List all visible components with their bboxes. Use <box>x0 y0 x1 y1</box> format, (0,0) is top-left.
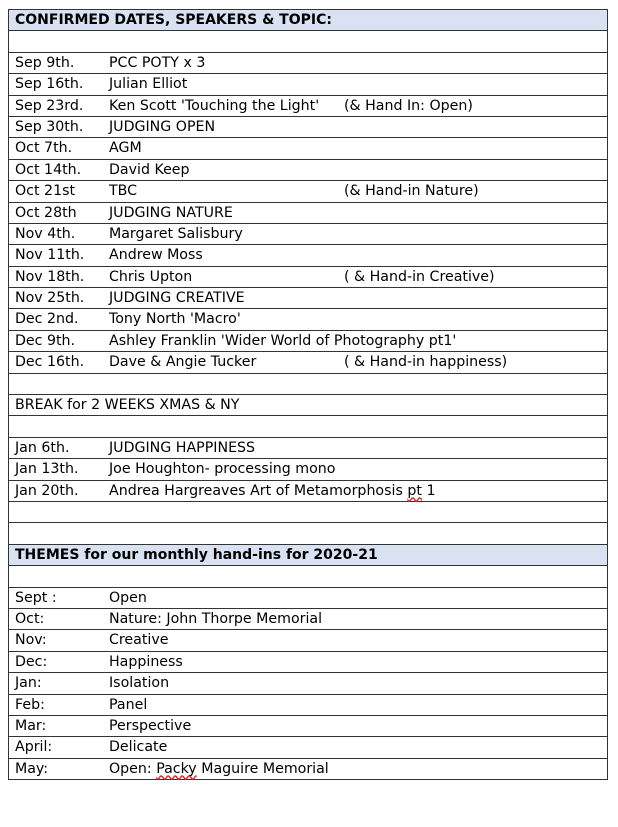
topic-cell: TBC <box>109 183 138 200</box>
theme-cell: Open <box>109 589 147 606</box>
theme-cell: Nature: John Thorpe Memorial <box>109 610 323 627</box>
table-row <box>8 695 608 716</box>
table-row <box>8 138 608 159</box>
table-row <box>8 352 608 373</box>
topic-cell: Margaret Salisbury <box>109 225 243 242</box>
topic-cell: JUDGING OPEN <box>109 118 216 135</box>
topic-cell: Joe Houghton- processing mono <box>109 461 336 478</box>
schedule-header-row <box>8 10 608 31</box>
blank-row <box>8 523 608 544</box>
table-row <box>8 438 608 459</box>
topic-cell: JUDGING CREATIVE <box>109 290 245 307</box>
theme-cell: Happiness <box>109 653 183 670</box>
table-row <box>8 588 608 609</box>
topic-cell: AGM <box>109 140 142 157</box>
topic-cell: Ashley Franklin 'Wider World of Photography pt1' <box>109 332 457 349</box>
theme-text: Maguire Memorial <box>196 760 329 777</box>
month-cell: Mar: <box>15 717 47 734</box>
topic-cell: JUDGING NATURE <box>109 204 233 221</box>
table-row <box>8 203 608 224</box>
topic-cell: Dave & Angie Tucker <box>109 354 257 371</box>
spellcheck-flag: pt <box>407 482 422 499</box>
theme-cell <box>109 759 329 780</box>
note-cell: (& Hand In: Open) <box>344 97 473 114</box>
blank-row <box>8 502 608 523</box>
date-cell: Jan 13th. <box>15 461 79 478</box>
date-cell: Jan 6th. <box>15 439 70 456</box>
topic-text: 1 <box>421 482 436 499</box>
table-row <box>8 609 608 630</box>
table-row <box>8 737 608 758</box>
theme-cell: Perspective <box>109 717 192 734</box>
table-row <box>8 53 608 74</box>
month-cell: Oct: <box>15 610 45 627</box>
date-cell: Sep 16th. <box>15 76 84 93</box>
table-row <box>8 96 608 117</box>
theme-cell: Panel <box>109 696 148 713</box>
table-row <box>8 160 608 181</box>
date-cell: Dec 16th. <box>15 354 85 371</box>
note-cell: (& Hand-in Nature) <box>344 183 479 200</box>
month-cell: Jan: <box>15 675 42 692</box>
date-cell: Oct 7th. <box>15 140 73 157</box>
topic-cell: JUDGING HAPPINESS <box>109 439 256 456</box>
topic-cell: Tony North 'Macro' <box>109 311 241 328</box>
table-row <box>8 630 608 651</box>
date-cell: Nov 25th. <box>15 290 85 307</box>
theme-cell: Delicate <box>109 739 168 756</box>
schedule-header: CONFIRMED DATES, SPEAKERS & TOPIC: <box>15 12 332 28</box>
date-cell: Oct 28th <box>15 204 77 221</box>
date-cell: Sep 23rd. <box>15 97 84 114</box>
blank-row <box>8 416 608 437</box>
table-row <box>8 716 608 737</box>
month-cell: Dec: <box>15 653 48 670</box>
table-row <box>8 673 608 694</box>
note-cell: ( & Hand-in happiness) <box>344 354 508 371</box>
themes-header: THEMES for our monthly hand-ins for 2020-21 <box>15 546 378 563</box>
month-cell: April: <box>15 739 53 756</box>
table-row <box>8 74 608 95</box>
table-row <box>8 331 608 352</box>
date-cell: Oct 14th. <box>15 161 82 178</box>
blank-row <box>8 374 608 395</box>
date-cell: Dec 2nd. <box>15 311 79 328</box>
topic-cell: PCC POTY x 3 <box>109 54 206 71</box>
date-cell: Nov 4th. <box>15 225 76 242</box>
month-cell: May: <box>15 760 49 777</box>
month-cell: Nov: <box>15 632 47 649</box>
topic-cell: Chris Upton <box>109 268 193 285</box>
month-cell: Feb: <box>15 696 45 713</box>
table-row <box>8 288 608 309</box>
table-row <box>8 117 608 138</box>
table-row <box>8 245 608 266</box>
blank-row <box>8 566 608 587</box>
table-row <box>8 459 608 480</box>
schedule-table <box>8 9 608 780</box>
break-text: BREAK for 2 WEEKS XMAS & NY <box>15 397 240 414</box>
date-cell: Nov 11th. <box>15 247 85 264</box>
theme-cell: Creative <box>109 632 169 649</box>
date-cell: Jan 20th. <box>15 482 79 499</box>
table-row <box>8 224 608 245</box>
date-cell: Sep 9th. <box>15 54 75 71</box>
theme-cell: Isolation <box>109 675 170 692</box>
topic-cell: Ken Scott 'Touching the Light' <box>109 97 320 114</box>
break-row <box>8 395 608 416</box>
table-row <box>8 759 608 780</box>
theme-text: Open: <box>109 760 157 777</box>
date-cell: Dec 9th. <box>15 332 76 349</box>
topic-cell: David Keep <box>109 161 190 178</box>
date-cell: Oct 21st <box>15 183 76 200</box>
topic-text: Andrea Hargreaves Art of Metamorphosis <box>109 482 408 499</box>
note-cell: ( & Hand-in Creative) <box>344 268 495 285</box>
date-cell: Sep 30th. <box>15 118 84 135</box>
topic-cell <box>109 481 435 502</box>
table-row <box>8 181 608 202</box>
month-cell: Sept : <box>15 589 57 606</box>
topic-cell: Andrew Moss <box>109 247 203 264</box>
themes-header-row <box>8 545 608 566</box>
table-row <box>8 267 608 288</box>
topic-cell: Julian Elliot <box>109 76 188 93</box>
date-cell: Nov 18th. <box>15 268 85 285</box>
table-row <box>8 309 608 330</box>
blank-row <box>8 31 608 52</box>
spellcheck-flag: Packy <box>156 760 197 777</box>
table-row <box>8 652 608 673</box>
table-row <box>8 481 608 502</box>
